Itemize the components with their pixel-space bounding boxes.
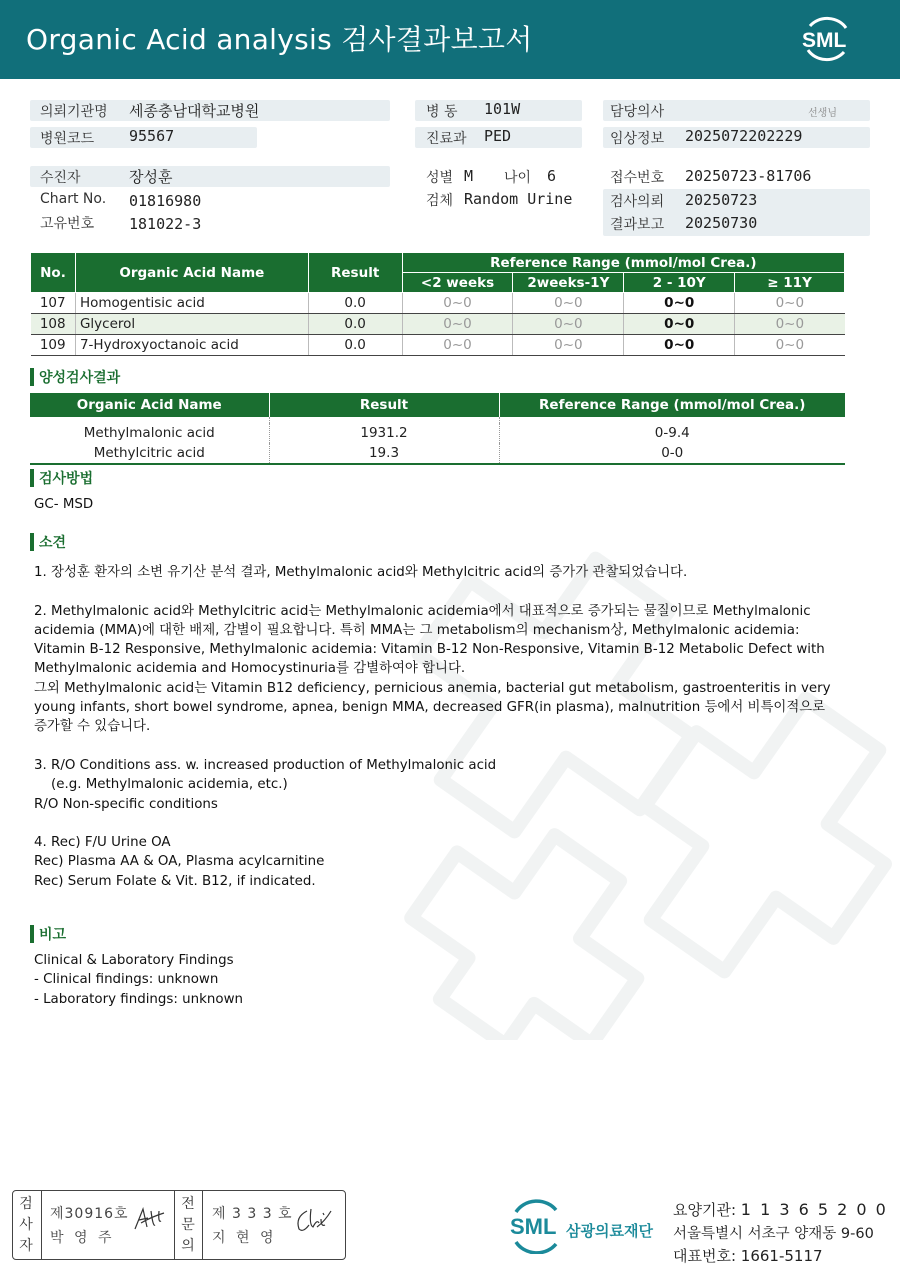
row-ref: 0~0 [624,314,735,335]
findings-line: 3. R/O Conditions ass. w. increased production of Methylmalonic acid [34,757,497,773]
label-char: 의 [181,1238,195,1254]
dept-value: PED [484,127,512,145]
remarks-line: - Laboratory findings: unknown [34,991,244,1007]
findings-line: 4. Rec) F/U Urine OA [34,835,171,851]
code-value: 1 1 3 6 5 2 0 0 [740,1200,888,1219]
specimen-value: Random Urine [464,190,573,208]
age-label: 나이 [504,170,532,186]
method-text: GC- MSD [34,497,94,512]
patient-label: 수진자 [40,170,81,186]
findings-line: 1. 장성훈 환자의 소변 유기산 분석 결과, Methylmalonic acid와 Methylcitric acid의 증가가 관찰되었습니다. [34,565,688,580]
row-name: Homogentisic acid [75,293,308,314]
receipt-label: 접수번호 [610,170,665,186]
specimen-label: 검체 [426,193,454,209]
remarks-title: 비고 [39,927,67,943]
doctor-label: 담당의사 [610,104,665,120]
hospcode-value: 95567 [129,127,175,145]
col-no: No. [31,253,76,293]
findings-line: 2. Methylmalonic acid와 Methylcitric acid는 Methylmalonic acidemia에서 대표적으로 증가되는 물질이므로 Methylmalonic [34,603,811,619]
chart-value: 01816980 [129,192,202,210]
row-result: 0.0 [308,335,402,356]
specialist-signature-icon [293,1205,333,1235]
row-no: 108 [31,314,76,335]
col-ref: Reference Range (mmol/mol Crea.) [402,253,844,273]
pos-col-ref: Reference Range (mmol/mol Crea.) [499,393,845,417]
col-ref-4: ≥ 11Y [735,273,845,293]
examiner-label [18,1194,34,1257]
row-result: 0.0 [308,293,402,314]
divider [174,1191,175,1259]
sml-logo-text: SML [802,29,847,52]
examiner-no: 제30916호 [50,1206,129,1222]
specialist-label [180,1194,196,1257]
request-value: 20250723 [685,191,758,209]
positive-title: 양성검사결과 [39,370,121,386]
sex-label: 성별 [426,170,454,186]
code-line [673,1199,888,1220]
receipt-value: 20250723-81706 [685,167,812,185]
chart-label: Chart No. [40,191,107,207]
remarks-line: - Clinical findings: unknown [34,972,219,988]
findings-line [34,814,831,833]
row-ref: 0~0 [402,293,513,314]
row-ref: 0~0 [513,335,624,356]
phone-value: 1661-5117 [740,1247,823,1265]
pos-col-result: Result [269,393,499,417]
col-ref-3: 2 - 10Y [624,273,735,293]
address: 서울특별시 서초구 양재동 9-60 [673,1226,874,1242]
phone-line [673,1245,823,1266]
findings-line: young infants, short bowel syndrome, apnea, benign MMA, decreased GFR(in plasma), malnutrition 등에서 비특이적으로 [34,700,826,716]
positive-table [30,393,845,465]
label-char: 전 [181,1196,195,1212]
pos-name: Methylmalonic acid [30,423,269,443]
report-title: Organic Acid analysis 검사결과보고서 [26,23,533,56]
row-result: 0.0 [308,314,402,335]
row-ref: 0~0 [513,293,624,314]
findings-line: Vitamin B-12 Responsive, Methylmalonic acidemia: Vitamin B-12 Non-Responsive, Vitamin B-12 Metabolic Defect with [34,642,825,658]
org-name: 삼광의료재단 [566,1222,653,1240]
result-table [30,252,845,356]
request-label: 검사의뢰 [610,194,665,210]
row-ref: 0~0 [402,314,513,335]
phone-label: 대표번호: [673,1247,737,1265]
label-char: 검 [19,1196,33,1212]
dept-label: 진료과 [426,131,467,147]
findings-line: (e.g. Methylmalonic acidemia, etc.) [34,777,288,793]
report-value: 20250730 [685,214,758,232]
signature-box [12,1190,346,1260]
findings-line: Methylmalonic acidemia and Homocystinuria를 감별하여야 합니다. [34,661,466,677]
findings-line: Rec) Plasma AA & OA, Plasma acylcarnitine [34,854,325,870]
row-ref: 0~0 [735,314,845,335]
divider [41,1191,42,1259]
label-char: 문 [181,1217,195,1233]
table-row [30,443,845,464]
row-ref: 0~0 [624,335,735,356]
report-label: 결과보고 [610,217,665,233]
clinical-value: 2025072202229 [685,127,803,145]
doctor-suffix: 선생님 [808,108,837,119]
examiner-signature-icon [131,1205,167,1233]
section-marker [30,368,34,386]
col-ref-2: 2weeks-1Y [513,273,624,293]
age-value: 6 [547,167,557,185]
uid-label: 고유번호 [40,216,95,232]
ward-value: 101W [484,100,521,118]
findings-line: 증가할 수 있습니다. [34,719,151,735]
pos-ref: 0-0 [499,443,845,464]
label-char: 자 [19,1238,33,1254]
col-name: Organic Acid Name [75,253,308,293]
remarks-text [34,951,243,1009]
section-marker [30,533,34,551]
findings-line: Rec) Serum Folate & Vit. B12, if indicated. [34,873,316,889]
divider [202,1191,203,1259]
findings-line: R/O Non-specific conditions [34,796,218,812]
specialist-name: 지 현 영 [212,1230,277,1246]
pos-col-name: Organic Acid Name [30,393,269,417]
table-row [31,293,845,314]
table-row [31,314,845,335]
findings-line [34,737,831,756]
specialist-no: 제 3 3 3 호 [212,1206,293,1222]
findings-line: acidemia (MMA)에 대한 배제, 감별이 필요합니다. 특히 MMA는 그 metabolism의 mechanism상, Methylmalonic acidemia: [34,622,800,638]
ward-label: 병 동 [426,104,458,120]
row-ref: 0~0 [624,293,735,314]
row-name: 7-Hydroxyoctanoic acid [75,335,308,356]
footer-logo-text: SML [510,1214,557,1239]
hospcode-label: 병원코드 [40,131,95,147]
clinical-label: 임상정보 [610,131,665,147]
table-row [31,335,845,356]
col-result: Result [308,253,402,293]
pos-name: Methylcitric acid [30,443,269,464]
section-marker [30,469,34,487]
findings-line [34,582,831,601]
row-ref: 0~0 [735,293,845,314]
findings-line: 그외 Methylmalonic acid는 Vitamin B12 deficiency, pernicious anemia, bacterial gut metabolism, gastroenteritis in very [34,680,831,696]
row-no: 109 [31,335,76,356]
findings-text [34,563,831,891]
patient-box [30,166,390,187]
row-ref: 0~0 [402,335,513,356]
col-ref-1: <2 weeks [402,273,513,293]
row-ref: 0~0 [513,314,624,335]
section-marker [30,925,34,943]
hospital-label: 의뢰기관명 [40,104,108,120]
remarks-line: Clinical & Laboratory Findings [34,953,234,968]
findings-title: 소견 [39,535,67,551]
patient-value: 장성훈 [129,168,173,186]
hospital-value: 세종충남대학교병원 [129,102,260,120]
uid-value: 181022-3 [129,215,202,233]
pos-result: 19.3 [269,443,499,464]
row-name: Glycerol [75,314,308,335]
pos-ref: 0-9.4 [654,425,690,441]
method-title: 검사방법 [39,471,94,487]
row-ref: 0~0 [735,335,845,356]
examiner-name: 박 영 주 [50,1230,115,1246]
label-char: 사 [19,1217,33,1233]
code-label: 요양기관: [673,1201,737,1219]
row-no: 107 [31,293,76,314]
pos-result: 1931.2 [269,423,499,443]
table-row [30,423,845,443]
sex-value: M [464,167,474,185]
